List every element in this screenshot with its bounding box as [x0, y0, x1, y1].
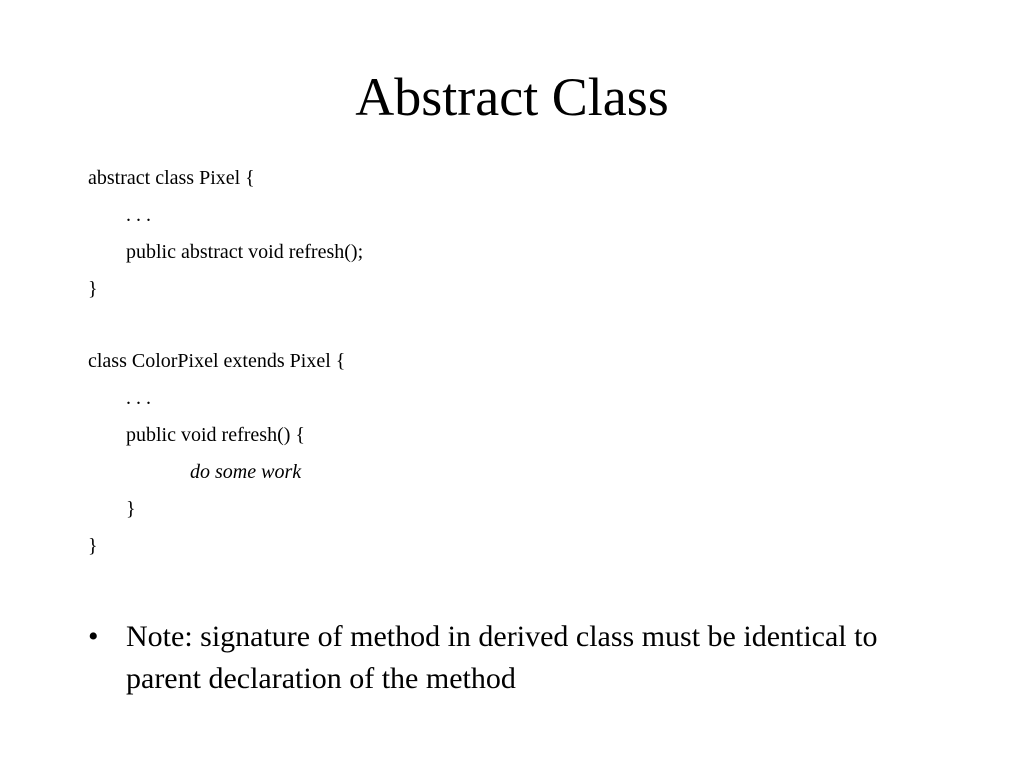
code-line: } — [88, 278, 98, 300]
code-line: public abstract void refresh(); — [126, 241, 364, 263]
note-bullet-item — [88, 616, 948, 700]
bullet-icon: • — [88, 620, 99, 653]
slide-title: Abstract Class — [355, 67, 669, 127]
code-line: abstract class Pixel { — [88, 167, 255, 189]
code-line: public void refresh() { — [126, 424, 305, 446]
code-line: } — [126, 498, 136, 520]
code-block-pixel — [88, 160, 888, 308]
code-line: } — [88, 535, 98, 557]
note-text: Note: signature of method in derived class must be identical to parent declaration of the method — [126, 620, 878, 695]
code-line: . . . — [126, 204, 151, 226]
code-line: class ColorPixel extends Pixel { — [88, 350, 346, 372]
code-block-colorpixel — [88, 343, 888, 565]
code-line-comment: do some work — [190, 461, 302, 483]
code-line: . . . — [126, 387, 151, 409]
